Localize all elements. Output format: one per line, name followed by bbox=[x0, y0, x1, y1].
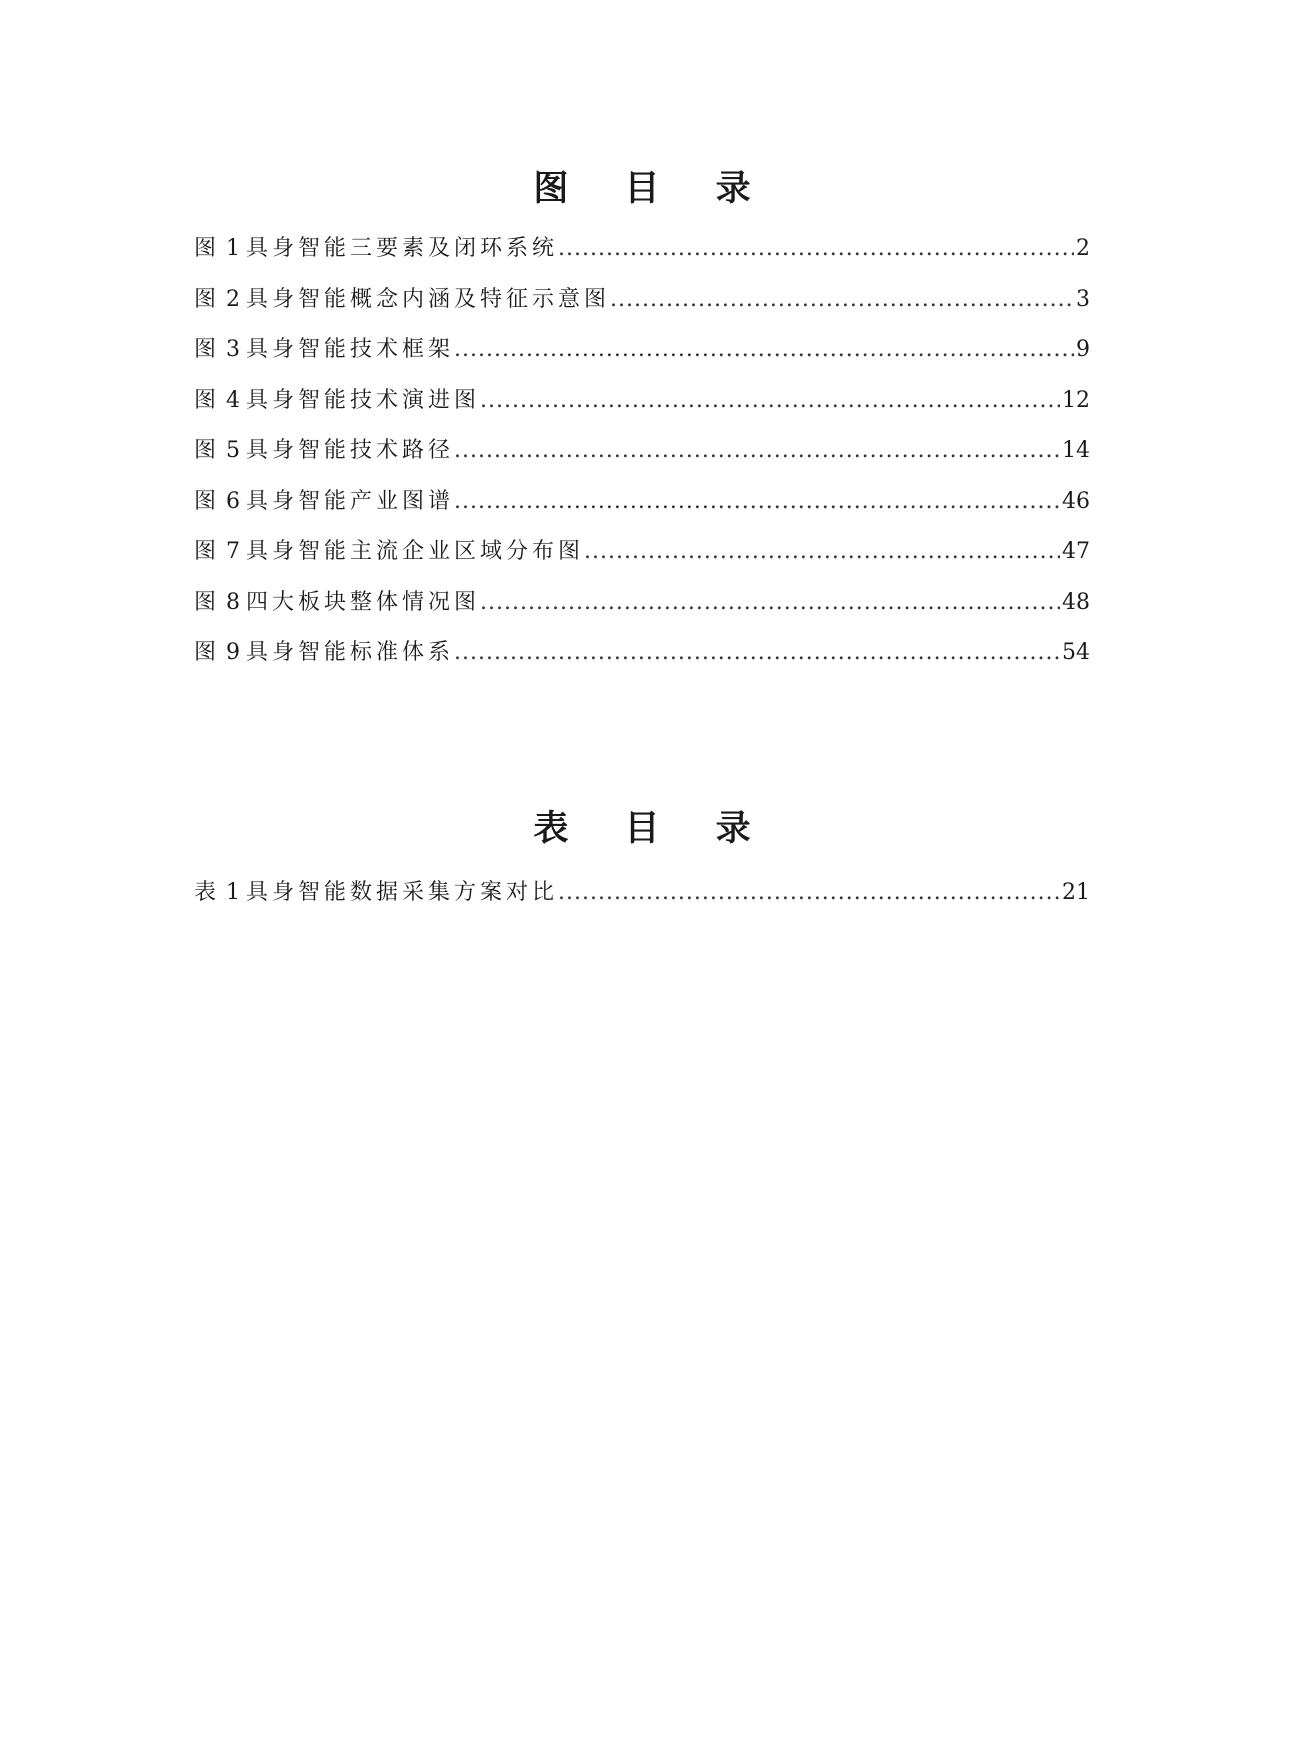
toc-entry-page: 12 bbox=[1062, 387, 1090, 413]
figure-toc-list bbox=[194, 224, 1090, 679]
toc-entry-figure-2[interactable] bbox=[194, 275, 1090, 326]
toc-entry-figure-8[interactable] bbox=[194, 578, 1090, 629]
toc-entry-label bbox=[194, 868, 558, 919]
toc-entry-prefix: 图 bbox=[194, 286, 221, 312]
toc-entry-prefix: 图 bbox=[194, 539, 221, 564]
toc-leader-dots bbox=[584, 527, 1060, 578]
toc-entry-prefix: 图 bbox=[194, 438, 221, 463]
toc-entry-label bbox=[194, 527, 584, 578]
toc-entry-prefix: 图 bbox=[194, 236, 221, 261]
toc-entry-text: 具身智能技术路径 bbox=[246, 438, 455, 463]
toc-entry-number: 9 bbox=[226, 640, 241, 665]
table-toc-title: 表 目 录 bbox=[533, 809, 773, 849]
toc-entry-prefix: 图 bbox=[194, 589, 221, 615]
toc-leader-dots bbox=[454, 325, 1074, 376]
toc-entry-number: 4 bbox=[226, 387, 241, 413]
toc-entry-figure-9[interactable] bbox=[194, 628, 1090, 679]
toc-entry-number: 5 bbox=[226, 438, 241, 463]
toc-entry-prefix: 图 bbox=[194, 640, 221, 665]
table-toc-list bbox=[194, 868, 1090, 919]
toc-entry-label bbox=[194, 275, 610, 326]
toc-entry-label bbox=[194, 578, 480, 629]
toc-entry-page: 9 bbox=[1076, 337, 1090, 362]
toc-entry-text: 四大板块整体情况图 bbox=[246, 589, 481, 615]
toc-entry-figure-6[interactable] bbox=[194, 477, 1090, 528]
toc-entry-page: 46 bbox=[1062, 488, 1090, 514]
toc-entry-page: 54 bbox=[1062, 640, 1090, 665]
toc-entry-label bbox=[194, 628, 454, 679]
toc-leader-dots bbox=[454, 628, 1060, 679]
toc-entry-text: 具身智能概念内涵及特征示意图 bbox=[246, 286, 611, 312]
toc-entry-figure-7[interactable] bbox=[194, 527, 1090, 578]
toc-entry-page: 2 bbox=[1076, 236, 1090, 261]
toc-entry-label bbox=[194, 376, 480, 427]
toc-entry-figure-3[interactable] bbox=[194, 325, 1090, 376]
toc-entry-number: 7 bbox=[226, 539, 241, 564]
toc-entry-prefix: 表 bbox=[194, 880, 221, 905]
toc-entry-text: 具身智能技术演进图 bbox=[246, 387, 481, 413]
toc-leader-dots bbox=[480, 376, 1060, 427]
toc-leader-dots bbox=[610, 275, 1074, 326]
toc-entry-number: 8 bbox=[226, 589, 241, 615]
toc-entry-figure-5[interactable] bbox=[194, 426, 1090, 477]
toc-leader-dots bbox=[480, 578, 1060, 629]
toc-entry-page: 14 bbox=[1062, 438, 1090, 463]
toc-entry-label bbox=[194, 426, 454, 477]
toc-entry-page: 21 bbox=[1062, 880, 1090, 905]
toc-leader-dots bbox=[454, 426, 1060, 477]
toc-entry-text: 具身智能三要素及闭环系统 bbox=[246, 236, 559, 261]
toc-leader-dots bbox=[558, 868, 1060, 919]
toc-entry-prefix: 图 bbox=[194, 337, 221, 362]
toc-leader-dots bbox=[454, 477, 1060, 528]
toc-entry-page: 3 bbox=[1076, 286, 1090, 312]
toc-entry-text: 具身智能技术框架 bbox=[246, 337, 455, 362]
toc-entry-text: 具身智能数据采集方案对比 bbox=[246, 880, 559, 905]
toc-entry-prefix: 图 bbox=[194, 488, 221, 514]
toc-entry-figure-4[interactable] bbox=[194, 376, 1090, 427]
toc-entry-page: 48 bbox=[1062, 589, 1090, 615]
toc-entry-number: 3 bbox=[226, 337, 241, 362]
toc-entry-figure-1[interactable] bbox=[194, 224, 1090, 275]
toc-entry-label bbox=[194, 224, 558, 275]
toc-entry-text: 具身智能主流企业区域分布图 bbox=[246, 539, 585, 564]
table-toc-section bbox=[194, 800, 1090, 919]
toc-entry-prefix: 图 bbox=[194, 387, 221, 413]
toc-entry-table-1[interactable] bbox=[194, 868, 1090, 919]
toc-entry-page: 47 bbox=[1062, 539, 1090, 564]
toc-entry-label bbox=[194, 325, 454, 376]
toc-entry-label bbox=[194, 477, 454, 528]
toc-entry-number: 1 bbox=[226, 880, 241, 905]
toc-entry-number: 2 bbox=[226, 286, 241, 312]
toc-entry-text: 具身智能产业图谱 bbox=[246, 488, 455, 514]
toc-entry-text: 具身智能标准体系 bbox=[246, 640, 455, 665]
toc-leader-dots bbox=[558, 224, 1074, 275]
toc-entry-number: 6 bbox=[226, 488, 241, 514]
figure-toc-section bbox=[194, 160, 1090, 679]
toc-entry-number: 1 bbox=[226, 236, 241, 261]
figure-toc-title: 图 目 录 bbox=[533, 169, 773, 209]
